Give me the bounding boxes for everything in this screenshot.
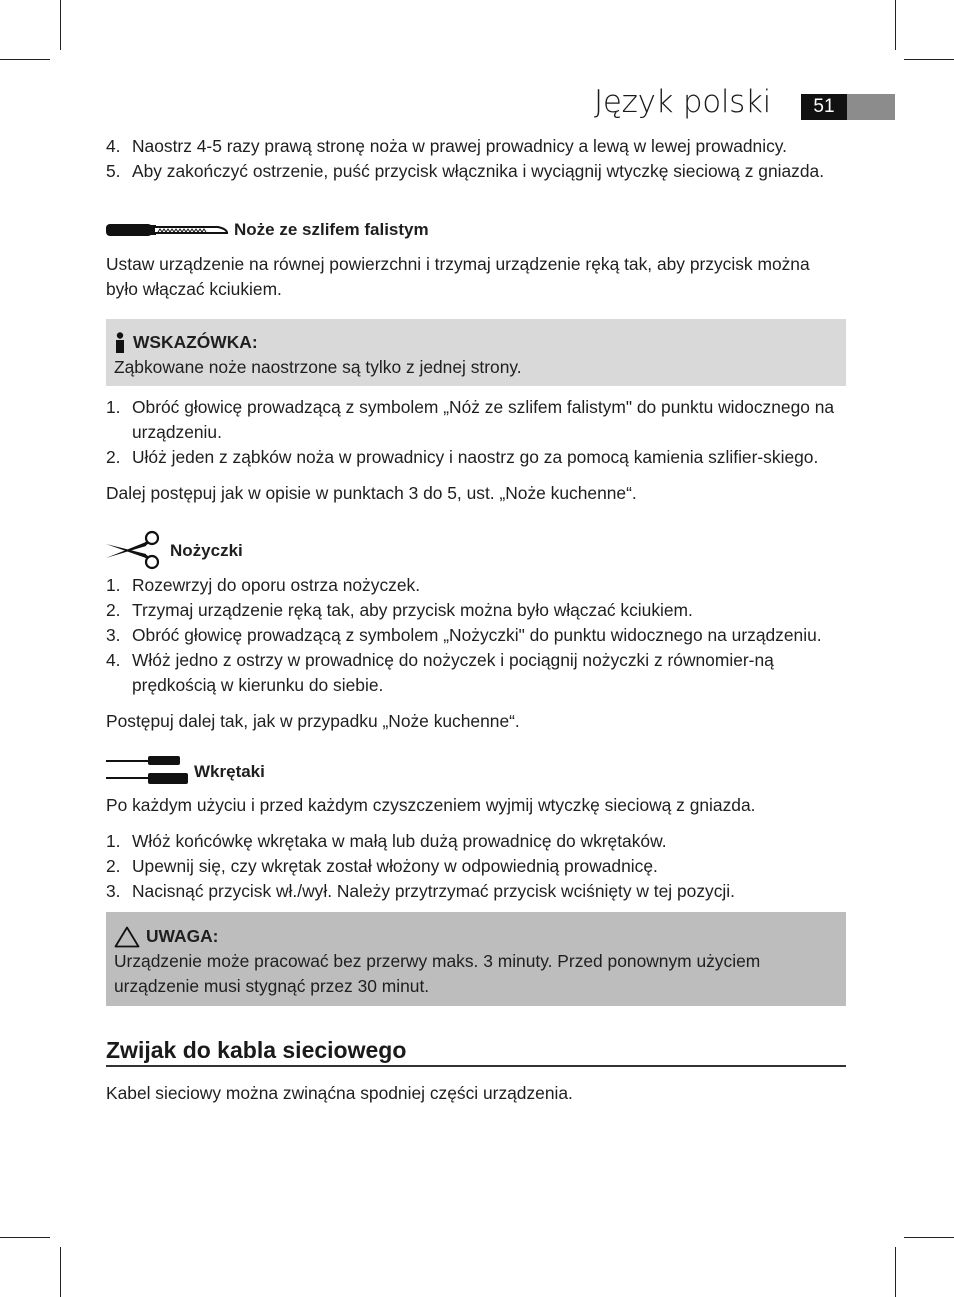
screwdriver-heading	[106, 755, 846, 787]
paragraph: Kabel sieciowy można zwinąćna spodniej części urządzenia.	[106, 1083, 573, 1103]
crop-mark	[895, 0, 896, 50]
list-item: 2. Trzymaj urządzenie ręką tak, aby przycisk można było włączać kciukiem.	[106, 600, 693, 620]
page-title: Język polski	[593, 84, 771, 120]
section-heading: Wkrętaki	[194, 761, 265, 781]
page-number: 51	[801, 94, 847, 120]
scissors-icon	[106, 528, 164, 572]
list-item: 2. Ułóż jeden z ząbków noża w prowadnicy i naostrz go za pomocą kamienia szlifier-skiego.	[106, 447, 819, 467]
hint-text: Ząbkowane noże naostrzone są tylko z jednej strony.	[114, 357, 522, 377]
section-heading: Nożyczki	[170, 540, 243, 560]
cable-winder-heading: Zwijak do kabla sieciowego	[106, 1038, 846, 1067]
crop-mark	[0, 59, 50, 60]
section-heading: Noże ze szlifem falistym	[234, 220, 429, 239]
list-item: 4. Naostrz 4-5 razy prawą stronę noża w prawej prowadnicy a lewą w lewej prowadnicy.	[106, 136, 788, 156]
list-item: 2. Upewnij się, czy wkrętak został włożony w odpowiednią prowadnicę.	[106, 856, 658, 876]
screwdriver-icon	[106, 755, 190, 787]
scissors-steps	[106, 573, 846, 698]
list-item: 3. Obróć głowicę prowadzącą z symbolem „Nożyczki" do punktu widocznego na urządzeniu.	[106, 625, 822, 645]
warning-icon	[114, 926, 140, 948]
intro-steps	[106, 134, 846, 184]
crop-mark	[904, 59, 954, 60]
paragraph: Po każdym użyciu i przed każdym czyszczeniem wyjmij wtyczkę sieciową z gniazda.	[106, 795, 756, 815]
crop-mark	[904, 1237, 954, 1238]
serrated-knife-heading	[106, 217, 846, 242]
page-content	[106, 134, 846, 1106]
crop-mark	[895, 1247, 896, 1297]
list-item: 5. Aby zakończyć ostrzenie, puść przycisk włącznika i wyciągnij wtyczkę sieciową z gniazda.	[106, 161, 825, 181]
screwdriver-steps	[106, 829, 846, 904]
hint-box	[106, 319, 846, 386]
list-item: 1. Włóż końcówkę wkrętaka w małą lub dużą prowadnicę do wkrętaków.	[106, 831, 667, 851]
scissors-heading	[106, 528, 846, 572]
list-item: 1. Obróć głowicę prowadzącą z symbolem „Nóż ze szlifem falistym" do punktu widocznego na urządzeniu.	[106, 397, 835, 442]
list-item: 1. Rozewrzyj do oporu ostrza nożyczek.	[106, 575, 421, 595]
warning-box	[106, 912, 846, 1006]
crop-mark	[60, 1247, 61, 1297]
paragraph: Postępuj dalej tak, jak w przypadku „Noże kuchenne“.	[106, 711, 520, 731]
paragraph: Dalej postępuj jak w opisie w punktach 3 do 5, ust. „Noże kuchenne“.	[106, 483, 637, 503]
hint-title: WSKAZÓWKA:	[114, 330, 838, 355]
page-tab-bar	[847, 94, 895, 120]
serrated-knife-icon	[106, 220, 230, 240]
crop-mark	[0, 1237, 50, 1238]
list-item: 4. Włóż jedno z ostrzy w prowadnicę do nożyczek i pociągnij nożyczki z równomier-ną prędkością w kierunku do siebie.	[106, 650, 774, 695]
serrated-steps	[106, 395, 846, 470]
paragraph: Ustaw urządzenie na równej powierzchni i trzymaj urządzenie ręką tak, aby przycisk można było włączać kciukiem.	[106, 254, 810, 299]
warning-title: UWAGA:	[114, 924, 838, 949]
list-item: 3. Nacisnąć przycisk wł./wył. Należy przytrzymać przycisk wciśnięty w tej pozycji.	[106, 881, 735, 901]
warning-text: Urządzenie może pracować bez przerwy maks. 3 minuty. Przed ponownym użyciem urządzenie musi stygnąć przez 30 minut.	[114, 951, 761, 996]
info-icon	[114, 332, 126, 354]
crop-mark	[60, 0, 61, 50]
